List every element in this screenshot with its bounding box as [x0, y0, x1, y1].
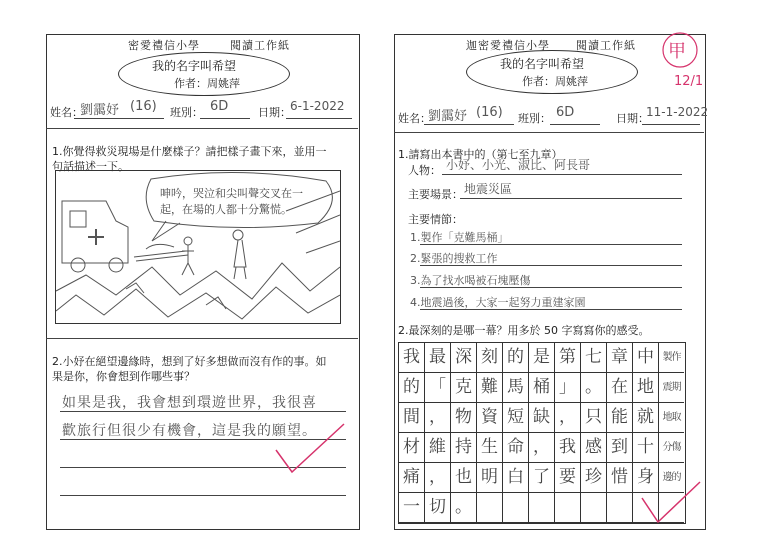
essay-grid-cell: 十 — [633, 433, 659, 463]
essay-grid-cell — [581, 493, 607, 523]
essay-grid-cell: 在 — [607, 373, 633, 403]
right-class-value: 6D — [556, 105, 575, 120]
essay-grid-cell: 只 — [581, 403, 607, 433]
essay-grid-cell: 第 — [555, 343, 581, 373]
left-header-divider — [46, 128, 358, 129]
essay-grid-cell: ， — [425, 463, 451, 493]
left-worksheet-title: 閱讀工作紙 — [230, 39, 290, 52]
essay-grid-cell: 短 — [503, 403, 529, 433]
right-check-mark — [636, 478, 706, 528]
setting-rule — [460, 198, 682, 199]
right-book-title: 我的名字叫希望 — [500, 57, 585, 71]
essay-grid-cell: 分傷 — [659, 433, 684, 463]
left-school-name: 密愛禮信小學 — [128, 39, 200, 52]
essay-grid-cell: 地 — [633, 373, 659, 403]
essay-grid-cell: 深 — [451, 343, 477, 373]
right-number-value: (16) — [476, 105, 503, 120]
plot-item-2: 2.緊張的搜救工作 — [410, 252, 498, 265]
left-class-value: 6D — [210, 99, 229, 114]
drawing-caption-line1: 呻吟，哭泣和尖叫聲交叉在一 — [160, 187, 303, 200]
left-number-value: (16) — [130, 99, 157, 114]
essay-grid-cell: 命 — [503, 433, 529, 463]
essay-grid-cell: 缺 — [529, 403, 555, 433]
essay-grid-cell: ， — [555, 403, 581, 433]
left-book-title: 我的名字叫希望 — [152, 59, 237, 73]
essay-grid-cell: 白 — [503, 463, 529, 493]
right-author: 作者：周姚萍 — [522, 75, 588, 88]
right-class-label: 班別： — [518, 112, 551, 125]
essay-grid-cell: 一 — [399, 493, 425, 523]
essay-grid-cell: 。 — [451, 493, 477, 523]
left-name-label: 姓名： — [50, 106, 83, 119]
grade-date: 12/1 — [674, 74, 704, 89]
right-q1-line: 1.請寫出本書中的（第七至九章） — [398, 148, 563, 161]
left-date-value: 6-1-2022 — [290, 99, 345, 113]
essay-grid-cell: 克 — [451, 373, 477, 403]
essay-grid-cell: 最 — [425, 343, 451, 373]
right-name-underline — [424, 124, 514, 125]
essay-grid-cell: 到 — [607, 433, 633, 463]
essay-grid-cell: 維 — [425, 433, 451, 463]
plot-rule-3 — [420, 287, 682, 288]
essay-grid-cell: 物 — [451, 403, 477, 433]
essay-grid-cell: 地取 — [659, 403, 684, 433]
left-answer2-line2: 歡旅行但很少有機會，這是我的願望。 — [62, 423, 317, 439]
essay-grid-cell: 切 — [425, 493, 451, 523]
essay-grid-cell: 資 — [477, 403, 503, 433]
right-name-label: 姓名： — [398, 112, 431, 125]
left-q1-line2: 句話描述一下。 — [52, 160, 129, 173]
left-mid-divider — [46, 338, 358, 339]
plot-rule-2 — [420, 265, 682, 266]
essay-grid-cell: 刻 — [477, 343, 503, 373]
left-date-underline — [286, 118, 352, 119]
left-answer-rule-4 — [60, 495, 346, 496]
essay-grid-cell: 桶 — [529, 373, 555, 403]
left-date-label: 日期： — [258, 106, 291, 119]
essay-grid-cell: 也 — [451, 463, 477, 493]
essay-grid-cell: 的 — [399, 373, 425, 403]
characters-value: 小妤、小光、淑比、阿長哥 — [446, 158, 591, 172]
setting-value: 地震災區 — [464, 182, 513, 196]
right-school-name: 迦密愛禮信小學 — [466, 39, 550, 52]
right-name-value: 劉靄妤 — [428, 109, 468, 124]
left-q1-line1: 1.你覺得救災現場是什麼樣子？請把樣子畫下來，並用一 — [52, 145, 327, 158]
essay-grid-cell: 章 — [607, 343, 633, 373]
essay-grid-cell: 惜 — [607, 463, 633, 493]
essay-grid-cell — [477, 493, 503, 523]
drawing-caption-line2: 起，在場的人都十分驚慌。 — [160, 203, 292, 216]
plot-label: 主要情節： — [408, 213, 463, 226]
grade-mark: 甲 — [668, 41, 686, 62]
essay-grid-cell: 身 — [633, 463, 659, 493]
left-class-underline — [200, 118, 250, 119]
left-answer2-line1: 如果是我，我會想到環遊世界，我很喜 — [62, 395, 317, 411]
essay-grid-cell — [503, 493, 529, 523]
essay-grid-cell: 持 — [451, 433, 477, 463]
left-check-mark — [270, 420, 350, 480]
essay-grid-cell: 痛 — [399, 463, 425, 493]
essay-grid-cell: 就 — [633, 403, 659, 433]
plot-item-4: 4.地震過後，大家一起努力重建家園 — [410, 296, 586, 309]
essay-grid-cell: 間 — [399, 403, 425, 433]
essay-grid-cell: 我 — [399, 343, 425, 373]
essay-grid-cell: 材 — [399, 433, 425, 463]
characters-label: 人物： — [408, 164, 441, 177]
essay-grid-cell: 七 — [581, 343, 607, 373]
essay-grid-cell: 震期 — [659, 373, 684, 403]
essay-grid-cell: 中 — [633, 343, 659, 373]
essay-grid-cell: 」 — [555, 373, 581, 403]
left-answer-rule-1 — [60, 411, 346, 412]
right-q2-line: 2.最深刻的是哪一幕？用多於 50 字寫寫你的感受。 — [398, 324, 650, 337]
setting-label: 主要場景： — [408, 188, 463, 201]
essay-grid-cell: 馬 — [503, 373, 529, 403]
essay-grid-cell: 生 — [477, 433, 503, 463]
essay-grid-cell: 要 — [555, 463, 581, 493]
right-header-divider — [394, 132, 704, 133]
left-name-underline — [74, 118, 164, 119]
essay-grid-cell: 能 — [607, 403, 633, 433]
essay-grid-cell: ， — [529, 433, 555, 463]
right-class-underline — [550, 124, 600, 125]
essay-grid-cell: 的 — [503, 343, 529, 373]
left-drawing-box — [55, 170, 341, 324]
characters-rule — [442, 174, 682, 175]
left-name-value: 劉靄妤 — [80, 103, 120, 118]
essay-grid-cell — [607, 493, 633, 523]
essay-grid-cell: 難 — [477, 373, 503, 403]
essay-grid-cell: ， — [425, 403, 451, 433]
right-worksheet-title: 閱讀工作紙 — [576, 39, 636, 52]
right-date-underline — [642, 124, 700, 125]
essay-grid-cell: 珍 — [581, 463, 607, 493]
left-author: 作者：周姚萍 — [174, 77, 240, 90]
left-q2-line1: 2.小妤在絕望邊緣時，想到了好多想做而沒有作的事。如 — [52, 355, 327, 368]
essay-grid-cell — [555, 493, 581, 523]
essay-grid-cell: 明 — [477, 463, 503, 493]
essay-grid-cell: 我 — [555, 433, 581, 463]
plot-item-3: 3.為了找水喝被石塊壓傷 — [410, 274, 531, 287]
essay-grid-cell: 感 — [581, 433, 607, 463]
essay-grid-cell: 。 — [581, 373, 607, 403]
essay-grid-cell — [529, 493, 555, 523]
essay-grid-cell: 了 — [529, 463, 555, 493]
essay-grid-cell: 是 — [529, 343, 555, 373]
left-class-label: 班別： — [170, 106, 203, 119]
plot-rule-1 — [420, 244, 682, 245]
plot-rule-4 — [420, 309, 682, 310]
right-date-value: 11-1-2022 — [646, 105, 709, 119]
essay-grid-cell: 邊的 — [659, 463, 684, 493]
right-date-label: 日期： — [616, 112, 649, 125]
essay-grid-cell: 製作 — [659, 343, 684, 373]
essay-grid-cell: 「 — [425, 373, 451, 403]
plot-item-1: 1.製作「克難馬桶」 — [410, 231, 509, 244]
left-q2-line2: 果是你，你會想到作哪些事？ — [52, 370, 195, 383]
